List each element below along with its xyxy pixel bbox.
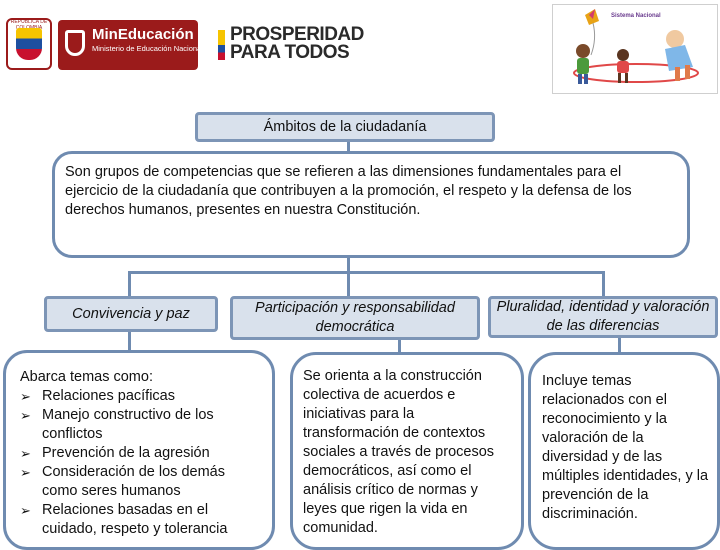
branch-title-box-participacion [230,296,480,340]
branch-description-participacion: Se orienta a la construcción colectiva de acuerdos e iniciativas para la transformación de contextos sociales a través de procesos democráticos, así como el análisis crítico de normas y leyes que rigen la vida en comunidad. [303,368,495,536]
connector-branch-1-to-desc [128,330,131,352]
sistema-nacional-illustration [552,4,718,94]
prosperidad-text [230,26,364,62]
list-item: ➢ Manejo constructivo de los conflictos [20,406,260,444]
root-title-box [195,112,495,142]
branch-title-convivencia: Convivencia y paz [72,305,190,322]
list-item: ➢ Relaciones pacíficas [20,387,260,406]
branch-title-box-pluralidad [488,296,718,338]
list-item: ➢ Relaciones basadas en el cuidado, respeto y tolerancia [20,501,260,539]
branch-description-pluralidad: Incluye temas relacionados con el reconocimiento y la valoración de la diversidad y de las múltiples identidades, y la prevención de la discriminación. [542,373,709,522]
branch-description-box-pluralidad [528,352,720,550]
connector-desc-to-bus [347,256,350,272]
list-item: ➢ Prevención de la agresión [20,444,260,463]
branch-intro-convivencia: Abarca temas como: [20,369,153,385]
mineducacion-logo [58,20,203,70]
children-kite-illustration-icon [553,5,718,94]
connector-bus-to-branch-3 [602,271,605,298]
connector-bus-to-branch-2 [347,271,350,298]
branch-title-participacion: Participación y responsabilidad democrática [255,300,455,335]
connector-horizontal-bus [128,271,605,274]
connector-bus-to-branch-1 [128,271,131,298]
root-title: Ámbitos de la ciudadanía [263,119,427,135]
mineducacion-title: MinEducación [92,26,194,43]
prosperidad-line2: PARA TODOS [230,42,350,63]
branch-title-box-convivencia [44,296,218,332]
prosperidad-line1: PROSPERIDAD [230,24,364,45]
root-description: Son grupos de competencias que se refieren a las dimensiones fundamentales para el ejercicio de la ciudadanía que contribuyen a la promoción, el respeto y la defensa de los derechos humanos, presentes en nuestra Constitución. [65,164,632,218]
branch-description-box-participacion [290,352,524,550]
shield-icon [16,28,42,60]
mineducacion-subtitle: Ministerio de Educación Nacional [92,44,203,53]
shield-text: REPÚBLICA DE [10,19,48,25]
branch-description-box-convivencia [3,350,275,550]
root-description-box [52,151,690,258]
mineducacion-mark-icon [65,30,85,56]
branch-title-pluralidad: Pluralidad, identidad y valoración de las diferencias [496,299,710,334]
sistema-nacional-title: Sistema Nacional [611,13,661,19]
colombia-flag-icon [218,30,225,60]
branch-list-convivencia [20,387,260,539]
prosperidad-logo [218,24,364,66]
colombia-shield-logo [6,18,52,70]
list-item: ➢ Consideración de los demás como seres humanos [20,463,260,501]
